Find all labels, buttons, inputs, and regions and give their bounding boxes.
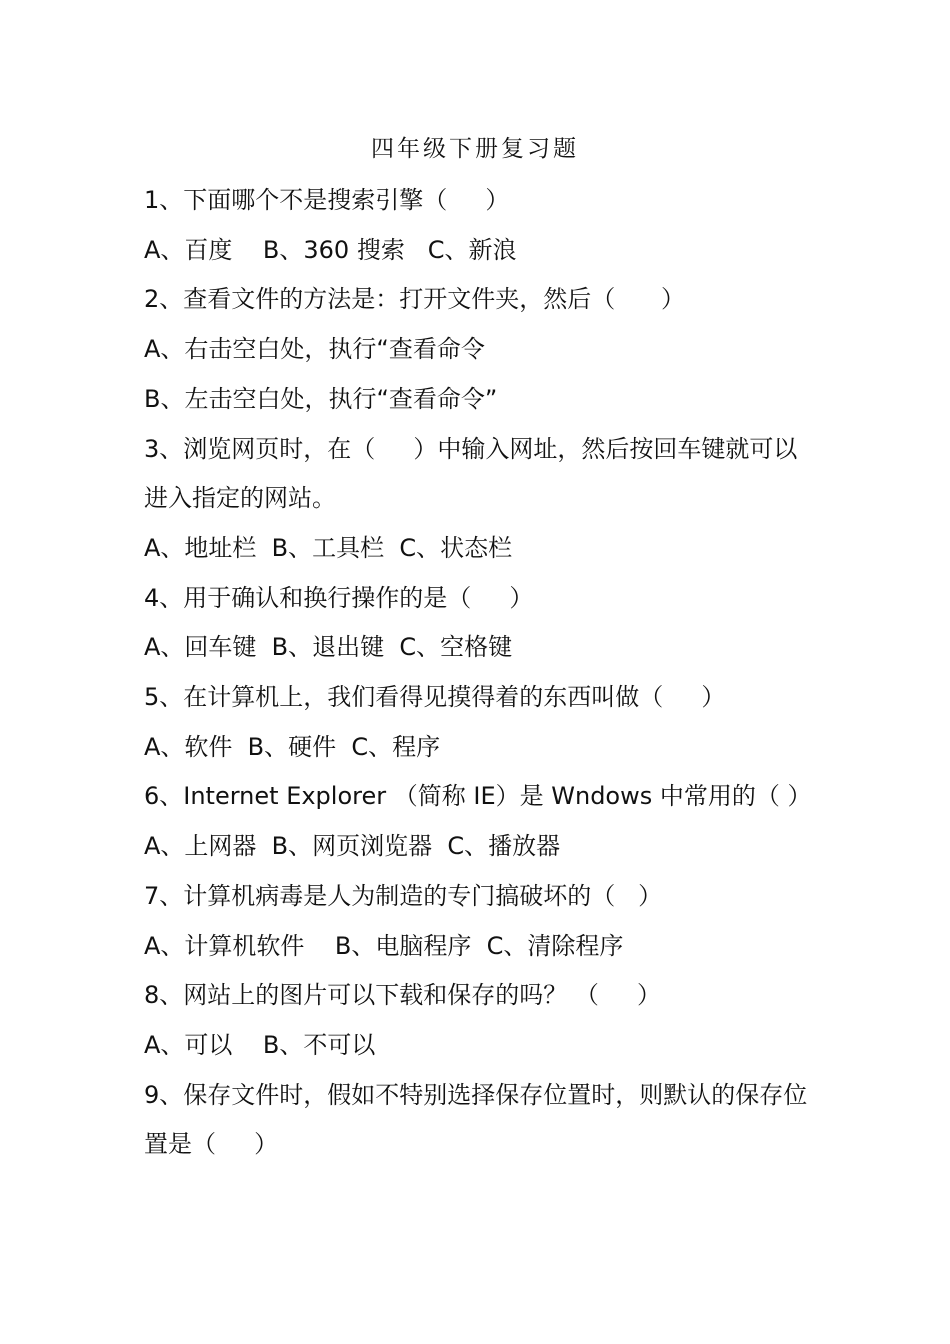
- question-1: 1、下面哪个不是搜索引擎（ ）: [144, 186, 510, 214]
- question-2: 2、查看文件的方法是：打开文件夹，然后（ ）: [144, 285, 686, 314]
- question-5: 5、在计算机上，我们看得见摸得着的东西叫做（ ）: [144, 683, 726, 712]
- question-6-options: A、上网器 B、网页浏览器 C、播放器: [144, 832, 561, 861]
- question-9: 9、保存文件时，假如不特别选择保存位置时，则默认的保存位置是（ ）: [144, 1080, 808, 1159]
- question-5-options: A、软件 B、硬件 C、程序: [144, 732, 441, 761]
- question-7: 7、计算机病毒是人为制造的专门搞破坏的（ ）: [144, 881, 663, 910]
- question-list: [144, 176, 812, 1170]
- question-3: 3、浏览网页时，在（ ）中输入网址，然后按回车键就可以进入指定的网站。: [144, 434, 798, 513]
- question-3-options: A、地址栏 B、工具栏 C、状态栏: [144, 533, 513, 562]
- document-title: 四年级下册复习题: [371, 136, 579, 162]
- question-4-options: A、回车键 B、退出键 C、空格键: [144, 633, 513, 662]
- question-8: 8、网站上的图片可以下载和保存的吗？ （ ）: [144, 981, 662, 1010]
- question-2-option-b: B、左击空白处，执行“查看命令”: [144, 384, 498, 413]
- question-7-options: A、计算机软件 B、电脑程序 C、清除程序: [144, 931, 624, 960]
- question-6: 6、Internet Explorer （简称 IE）是 Wndows 中常用的（ ）: [144, 782, 812, 811]
- question-1-options: A、百度 B、360 搜索 C、新浪: [144, 235, 517, 264]
- question-2-option-a: A、右击空白处，执行“查看命令: [144, 335, 485, 364]
- question-4: 4、用于确认和换行操作的是（ ）: [144, 583, 534, 612]
- question-8-options: A、可以 B、不可以: [144, 1030, 376, 1059]
